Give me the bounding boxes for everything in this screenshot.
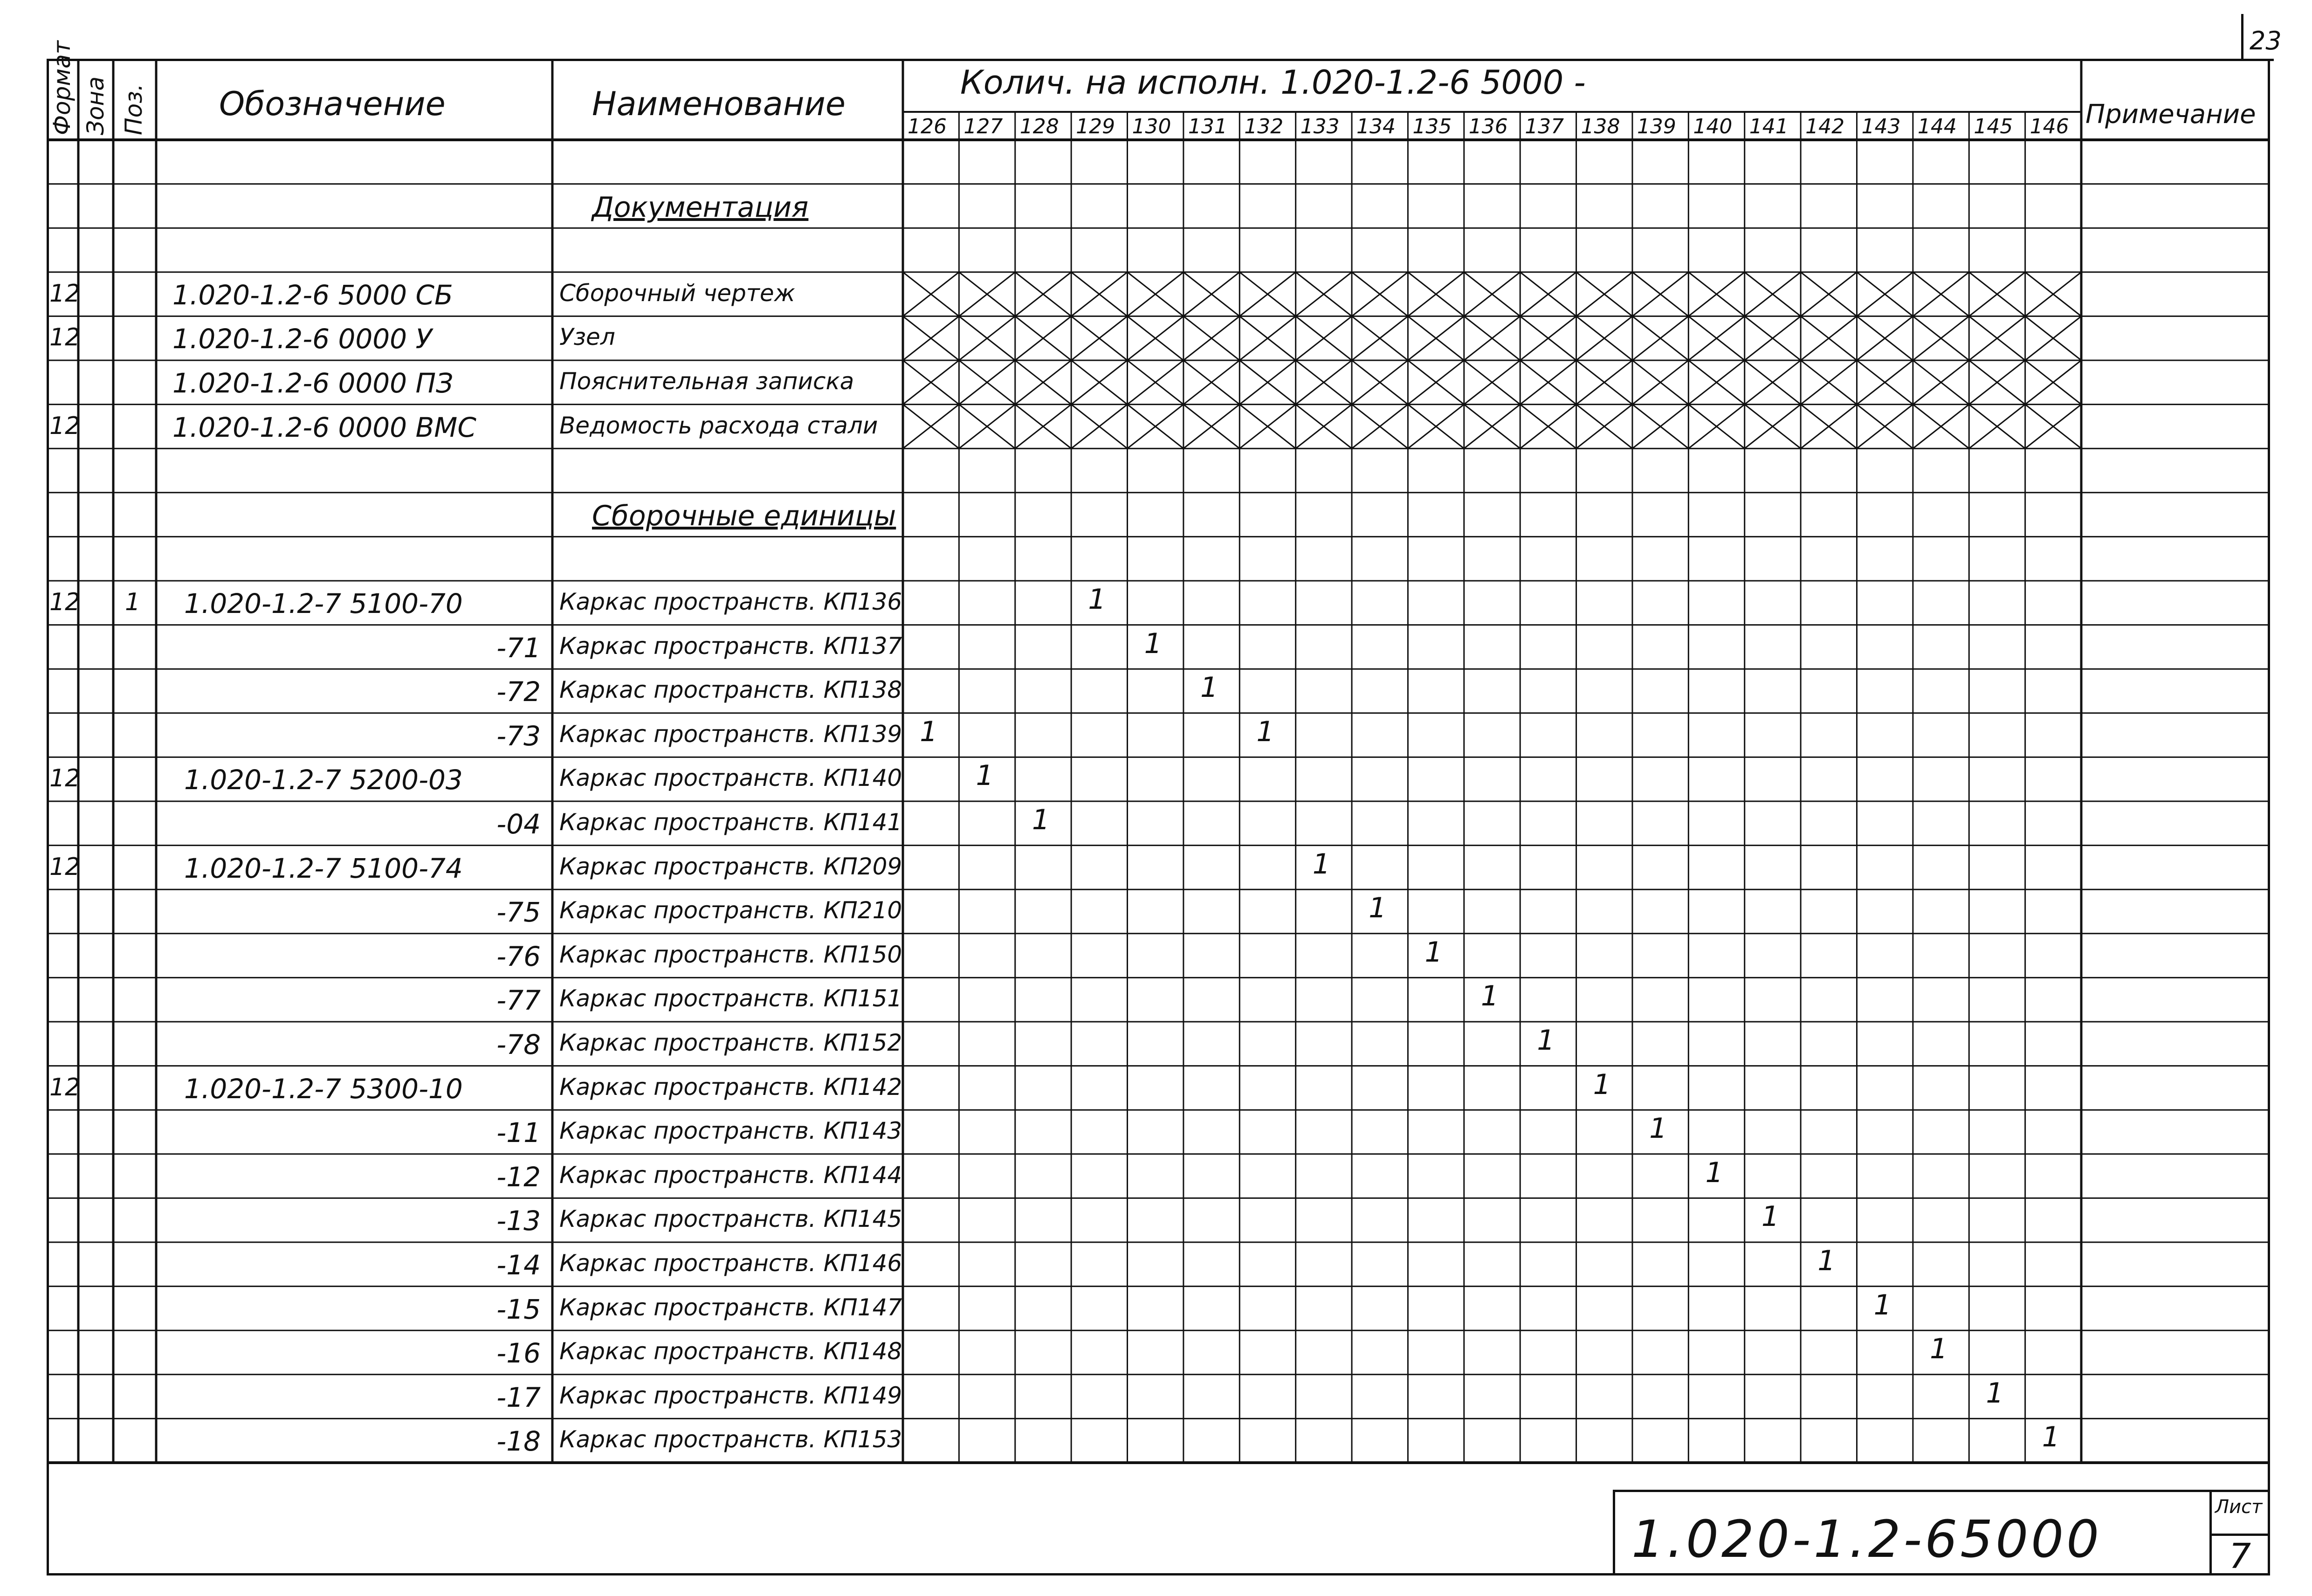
row-designation: 1.020-1.2-6 0000 У <box>172 323 432 355</box>
header-pos: Поз. <box>120 83 147 135</box>
row-designation: -71 <box>496 632 541 664</box>
qty-value: 1 <box>1424 936 1443 969</box>
row-format: 12 <box>49 412 81 440</box>
row-designation: 1.020-1.2-6 0000 ВМС <box>172 411 476 443</box>
qty-value: 1 <box>920 715 938 748</box>
variant-column-144: 144 <box>1917 115 1957 138</box>
variant-column-132: 132 <box>1244 115 1284 138</box>
header-zone: Зона <box>82 76 109 135</box>
variant-column-131: 131 <box>1188 115 1227 138</box>
row-name: Каркас пространств. КП152 <box>559 1029 902 1056</box>
qty-value: 1 <box>1032 804 1050 836</box>
row-name: Каркас пространств. КП209 <box>559 853 902 880</box>
row-name: Пояснительная записка <box>559 368 854 395</box>
variant-column-127: 127 <box>963 115 1003 138</box>
row-name: Каркас пространств. КП142 <box>559 1073 902 1101</box>
row-designation: 1.020-1.2-6 5000 СБ <box>172 279 453 311</box>
row-format: 12 <box>49 279 81 308</box>
row-designation: -11 <box>496 1117 541 1149</box>
row-pos: 1 <box>125 588 141 616</box>
row-name: Каркас пространств. КП149 <box>559 1382 902 1409</box>
row-name: Каркас пространств. КП151 <box>559 985 902 1012</box>
qty-value: 1 <box>1256 715 1274 748</box>
row-designation: -77 <box>496 984 541 1017</box>
variant-column-134: 134 <box>1356 115 1396 138</box>
header-name: Наименование <box>592 85 846 123</box>
row-name: Каркас пространств. КП153 <box>559 1426 902 1453</box>
qty-value: 1 <box>1929 1333 1948 1366</box>
row-format: 12 <box>49 853 81 881</box>
qty-value: 1 <box>976 759 994 792</box>
row-name: Каркас пространств. КП139 <box>559 720 902 748</box>
row-format: 12 <box>49 764 81 793</box>
row-designation: -12 <box>496 1161 541 1193</box>
row-name: Каркас пространств. КП141 <box>559 809 902 836</box>
row-designation: 1.020-1.2-6 0000 ПЗ <box>172 367 454 399</box>
variant-column-137: 137 <box>1525 115 1564 138</box>
variant-column-138: 138 <box>1581 115 1620 138</box>
qty-value: 1 <box>1537 1024 1555 1057</box>
row-name: Каркас пространств. КП148 <box>559 1338 902 1365</box>
header-designation: Обозначение <box>219 85 446 123</box>
variant-column-142: 142 <box>1805 115 1845 138</box>
qty-value: 1 <box>1761 1200 1780 1233</box>
qty-value: 1 <box>1986 1376 2004 1410</box>
row-designation: -14 <box>496 1249 541 1281</box>
row-name: Каркас пространств. КП145 <box>559 1205 902 1233</box>
header-qty-title: Колич. на исполн. 1.020-1.2-6 5000 - <box>960 63 1586 102</box>
row-designation: -15 <box>496 1293 541 1325</box>
row-name: Каркас пространств. КП140 <box>559 764 902 792</box>
qty-value: 1 <box>1088 583 1106 616</box>
row-designation: 1.020-1.2-7 5300-10 <box>184 1073 463 1105</box>
row-name: Каркас пространств. КП210 <box>559 897 902 924</box>
variant-column-146: 146 <box>2030 115 2069 138</box>
variant-column-128: 128 <box>1019 115 1059 138</box>
row-designation: 1.020-1.2-7 5100-74 <box>184 852 463 884</box>
qty-value: 1 <box>1480 980 1499 1013</box>
variant-column-126: 126 <box>908 115 947 138</box>
variant-column-139: 139 <box>1637 115 1676 138</box>
variant-column-133: 133 <box>1300 115 1340 138</box>
qty-value: 1 <box>1705 1156 1723 1189</box>
row-name: Каркас пространств. КП146 <box>559 1250 902 1277</box>
qty-value: 1 <box>1817 1245 1836 1277</box>
qty-value: 1 <box>1649 1112 1667 1145</box>
variant-column-141: 141 <box>1749 115 1789 138</box>
row-name: Каркас пространств. КП144 <box>559 1161 902 1189</box>
row-designation: -73 <box>496 720 541 752</box>
section-title: Документация <box>592 191 809 224</box>
variant-column-136: 136 <box>1468 115 1508 138</box>
row-designation: -78 <box>496 1029 541 1060</box>
row-designation: -16 <box>496 1337 541 1369</box>
variant-column-130: 130 <box>1132 115 1171 138</box>
row-name: Ведомость расхода стали <box>559 412 878 439</box>
title-block-sheet-divider <box>2209 1534 2270 1536</box>
row-designation: -72 <box>496 676 541 708</box>
row-designation: -75 <box>496 896 541 929</box>
title-block-code: 1.020-1.2-65000 <box>1631 1509 2102 1569</box>
row-designation: -18 <box>496 1425 541 1458</box>
variant-column-135: 135 <box>1412 115 1452 138</box>
variant-column-145: 145 <box>1974 115 2013 138</box>
row-name: Каркас пространств. КП137 <box>559 632 902 660</box>
header-format: Формат <box>48 41 76 135</box>
row-format: 12 <box>49 1073 81 1101</box>
row-designation: 1.020-1.2-7 5200-03 <box>184 764 463 796</box>
row-format: 12 <box>49 588 81 616</box>
qty-value: 1 <box>1369 892 1387 925</box>
section-title: Сборочные единицы <box>592 499 896 532</box>
row-name: Каркас пространств. КП147 <box>559 1293 902 1321</box>
row-name: Узел <box>559 323 615 351</box>
title-block-sheet-number: 7 <box>2229 1536 2251 1576</box>
qty-value: 1 <box>1144 627 1162 660</box>
row-name: Каркас пространств. КП138 <box>559 676 902 704</box>
row-designation: 1.020-1.2-7 5100-70 <box>184 588 463 619</box>
title-block-sheet-label: Лист <box>2215 1496 2263 1518</box>
sheet-corner-number: 23 <box>2250 26 2282 55</box>
row-designation: -17 <box>496 1381 541 1413</box>
variant-column-140: 140 <box>1693 115 1733 138</box>
qty-value: 1 <box>1593 1068 1611 1101</box>
qty-value: 1 <box>2042 1421 2060 1454</box>
qty-value: 1 <box>1312 847 1330 881</box>
row-name: Каркас пространств. КП143 <box>559 1117 902 1145</box>
row-name: Каркас пространств. КП150 <box>559 941 902 968</box>
row-designation: -04 <box>496 808 541 840</box>
row-format: 12 <box>49 323 81 352</box>
variant-column-143: 143 <box>1861 115 1901 138</box>
header-note: Примечание <box>2085 99 2256 130</box>
row-designation: -13 <box>496 1205 541 1237</box>
row-name: Каркас пространств. КП136 <box>559 588 902 615</box>
variant-column-129: 129 <box>1076 115 1115 138</box>
row-name: Сборочный чертеж <box>559 279 795 307</box>
qty-value: 1 <box>1200 671 1218 704</box>
qty-value: 1 <box>1873 1288 1892 1321</box>
row-designation: -76 <box>496 940 541 972</box>
